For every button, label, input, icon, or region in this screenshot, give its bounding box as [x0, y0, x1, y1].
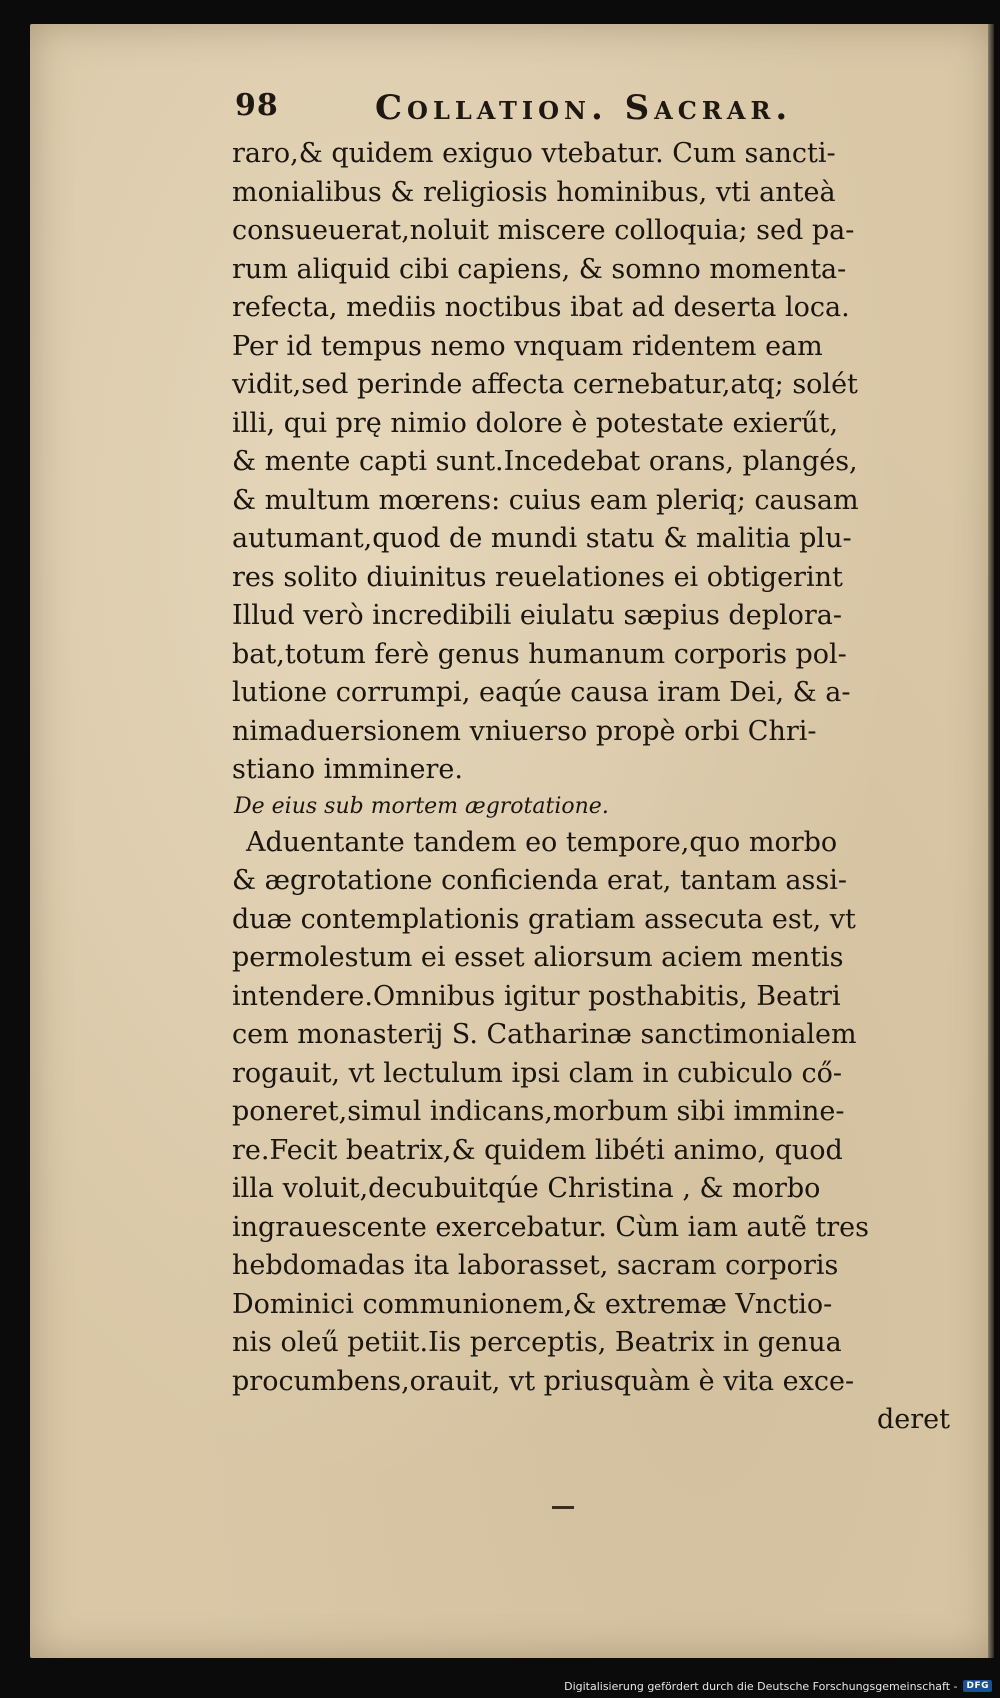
- text-line: nis oleű petiit.Iis perceptis, Beatrix in genua: [232, 1327, 842, 1358]
- text-line: Illud verò incredibili eiulatu sæpius deplora-: [232, 600, 842, 631]
- text-line: illa voluit,decubuitqúe Christina , & morbo: [232, 1173, 821, 1204]
- text-line: & multum mœrens: cuius eam pleriq; causam: [232, 484, 859, 516]
- text-line: Aduentante tandem eo tempore,quo morbo: [246, 826, 838, 858]
- digitization-footer: [564, 1676, 992, 1696]
- text-line: rogauit, vt lectulum ipsi clam in cubiculo cő-: [232, 1057, 843, 1089]
- dfg-logo: DFG: [963, 1680, 992, 1692]
- text-line: intendere.Omnibus igitur posthabitis, Beatri: [232, 980, 841, 1012]
- text-line: res solito diuinitus reuelationes ei obtigerint: [232, 561, 843, 593]
- text-line: lutione corrumpi, eaqúe causa iram Dei, & a-: [232, 677, 851, 708]
- page-number: 98: [235, 88, 279, 123]
- text-line: & mente capti sunt.Incedebat orans, plangés,: [232, 446, 858, 477]
- text-line: refecta, mediis noctibus ibat ad deserta loca.: [232, 292, 850, 323]
- footer-credit: Digitalisierung gefördert durch die Deutsche Forschungsgemeinschaft -: [564, 1679, 958, 1693]
- text-line: hebdomadas ita laborasset, sacram corporis: [232, 1250, 839, 1281]
- text-line: re.Fecit beatrix,& quidem libéti animo, quod: [232, 1134, 843, 1166]
- catchword: deret: [877, 1404, 950, 1435]
- text-line: consueuerat,noluit miscere colloquia; sed pa-: [232, 215, 855, 246]
- text-line: permolestum ei esset aliorsum aciem mentis: [232, 942, 844, 973]
- text-line: poneret,simul indicans,morbum sibi immine-: [232, 1096, 845, 1127]
- text-line: procumbens,orauit, vt priusquàm è vita exce-: [232, 1365, 855, 1397]
- printer-mark: [552, 1506, 574, 1509]
- text-line: rum aliquid cibi capiens, & somno momenta-: [232, 253, 847, 285]
- body-text: [232, 135, 950, 1440]
- text-line: duæ contemplationis gratiam assecuta est, vt: [232, 903, 856, 935]
- text-line: ingrauescente exercebatur. Cùm iam autẽ tres: [232, 1211, 869, 1243]
- text-line: stiano imminere.: [232, 754, 463, 785]
- page-header: [235, 88, 875, 138]
- text-line: cem monasterij S. Catharinæ sanctimonialem: [232, 1019, 857, 1050]
- text-line: autumant,quod de mundi statu & malitia plu-: [232, 523, 852, 554]
- text-line: monialibus & religiosis hominibus, vti anteà: [232, 176, 836, 208]
- text-line: Per id tempus nemo vnquam ridentem eam: [232, 330, 823, 362]
- text-line: illi, qui prę nimio dolore è potestate exierűt,: [232, 407, 839, 439]
- text-line: vidit,sed perinde affecta cernebatur,atq; solét: [232, 369, 858, 400]
- text-line: & ægrotatione conficienda erat, tantam assi-: [232, 865, 847, 896]
- text-line: Dominici communionem,& extremæ Vnctio-: [232, 1288, 833, 1320]
- text-line: raro,& quidem exiguo vtebatur. Cum sancti-: [232, 138, 836, 169]
- page-edge: [988, 24, 994, 1658]
- running-head: Collation. Sacrar.: [375, 88, 793, 128]
- text-line: nimaduersionem vniuerso propè orbi Chri-: [232, 715, 817, 747]
- section-heading: De eius sub mortem ægrotatione.: [234, 793, 609, 819]
- text-line: bat,totum ferè genus humanum corporis pol-: [232, 638, 847, 670]
